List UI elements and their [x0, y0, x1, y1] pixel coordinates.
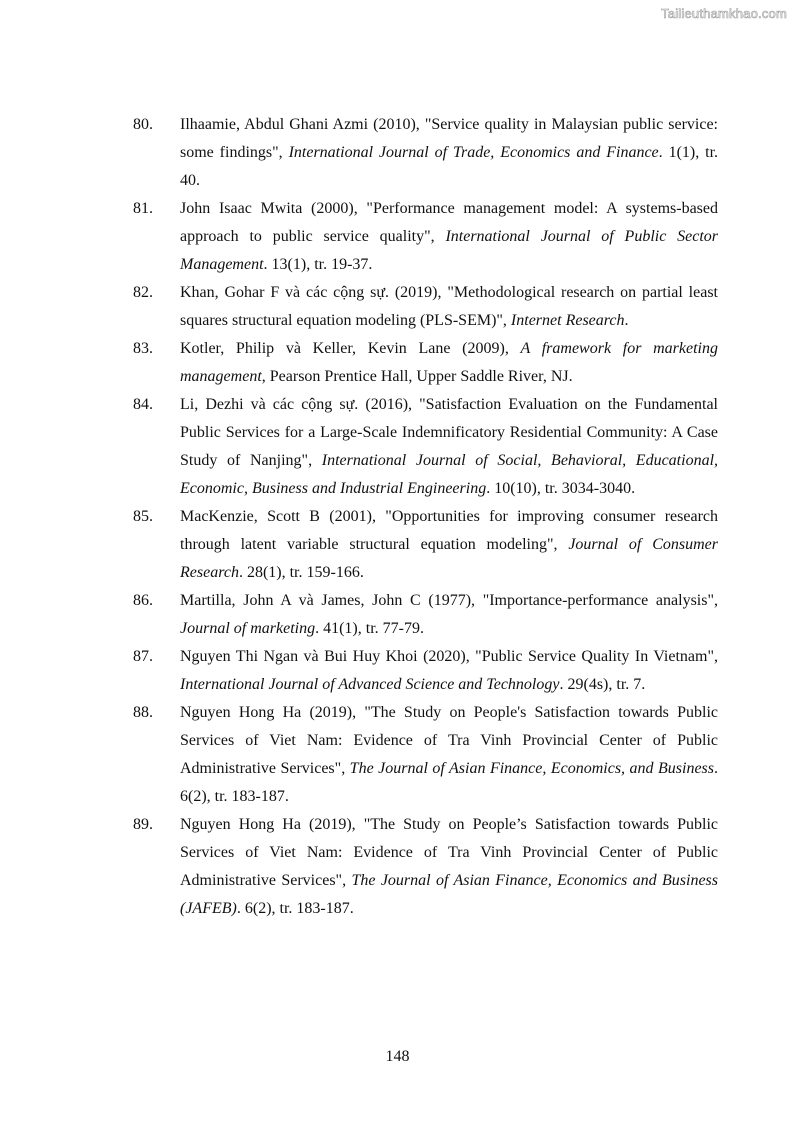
reference-source-title: International Journal of Social, Behavioral, Educational, Economic, Business and Industrial Engineering	[180, 452, 719, 497]
reference-text	[180, 503, 718, 587]
reference-source-title: Internet Research	[510, 312, 625, 329]
reference-part: . 1(1), tr. 40.	[180, 144, 719, 189]
reference-part: Ilhaamie, Abdul Ghani Azmi (2010), "Service quality in Malaysian public service: some findings",	[180, 116, 718, 161]
reference-number: 83.	[133, 340, 153, 357]
reference-item	[133, 587, 718, 643]
reference-text	[180, 643, 718, 699]
reference-number: 82.	[133, 284, 153, 301]
reference-text	[180, 391, 718, 503]
reference-number: 87.	[133, 648, 153, 665]
reference-part: Li, Dezhi và các cộng sự. (2016), "Satisfaction Evaluation on the Fundamental Public Services for a Large-Scale Indemnificatory Residential Community: A Case Study of Nanjing",	[180, 396, 718, 469]
reference-source-title: International Journal of Advanced Science and Technology	[180, 676, 560, 693]
reference-text	[180, 195, 718, 279]
reference-number: 80.	[133, 116, 153, 133]
reference-number: 88.	[133, 704, 153, 721]
reference-text	[180, 811, 718, 923]
reference-part: . 6(2), tr. 183-187.	[180, 760, 719, 805]
reference-source-title: International Journal of Public Sector Management	[180, 228, 719, 273]
reference-part: , Pearson Prentice Hall, Upper Saddle River, NJ.	[261, 368, 573, 385]
reference-text	[180, 335, 718, 391]
reference-source-title: Journal of Consumer Research	[180, 536, 718, 581]
reference-number: 85.	[133, 508, 153, 525]
reference-source-title: Journal of marketing	[180, 620, 316, 637]
reference-source-title: International Journal of Trade, Economics and Finance	[288, 144, 659, 161]
reference-part: . 41(1), tr. 77-79.	[315, 620, 424, 637]
reference-text	[180, 587, 718, 643]
page-number: 148	[385, 1048, 410, 1065]
reference-part: . 10(10), tr. 3034-3040.	[486, 480, 636, 497]
reference-item	[133, 503, 718, 587]
reference-part: Nguyen Hong Ha (2019), "The Study on People's Satisfaction towards Public Services of Viet Nam: Evidence of Tra Vinh Provincial Center of Public Administrative Services",	[180, 704, 718, 777]
reference-part: .	[624, 312, 629, 329]
reference-part: Nguyen Thi Ngan và Bui Huy Khoi (2020), "Public Service Quality In Vietnam",	[180, 648, 718, 665]
reference-item	[133, 111, 718, 195]
reference-source-title: The Journal of Asian Finance, Economics and Business (JAFEB)	[180, 872, 719, 917]
reference-part: . 6(2), tr. 183-187.	[236, 900, 354, 917]
reference-text	[180, 279, 718, 335]
reference-part: MacKenzie, Scott B (2001), "Opportunities for improving consumer research through latent variable structural equation modeling",	[180, 508, 718, 553]
reference-part: . 29(4s), tr. 7.	[559, 676, 646, 693]
reference-text	[180, 699, 718, 811]
reference-source-title: The Journal of Asian Finance, Economics, and Business	[349, 760, 715, 777]
watermark-text: Tailieuthamkhao.com	[661, 6, 787, 21]
reference-item	[133, 279, 718, 335]
reference-list	[133, 111, 718, 923]
reference-part: Khan, Gohar F và các cộng sự. (2019), "Methodological research on partial least squares structural equation modeling (PLS-SEM)",	[180, 284, 718, 329]
reference-number: 86.	[133, 592, 153, 609]
reference-part: Nguyen Hong Ha (2019), "The Study on People’s Satisfaction towards Public Services of Viet Nam: Evidence of Tra Vinh Provincial Center of Public Administrative Services",	[180, 816, 718, 889]
reference-item	[133, 335, 718, 391]
reference-number: 84.	[133, 396, 153, 413]
reference-source-title: A framework for marketing management	[180, 340, 719, 385]
reference-number: 89.	[133, 816, 153, 833]
reference-item	[133, 643, 718, 699]
reference-part: John Isaac Mwita (2000), "Performance management model: A systems-based approach to public service quality",	[180, 200, 718, 245]
reference-part: Kotler, Philip và Keller, Kevin Lane (2009),	[180, 340, 521, 357]
reference-part: . 28(1), tr. 159-166.	[238, 564, 364, 581]
reference-item	[133, 699, 718, 811]
reference-part: Martilla, John A và James, John C (1977), "Importance-performance analysis",	[180, 592, 718, 609]
reference-item	[133, 195, 718, 279]
reference-number: 81.	[133, 200, 153, 217]
reference-item	[133, 391, 718, 503]
reference-text	[180, 111, 718, 195]
reference-item	[133, 811, 718, 923]
reference-part: . 13(1), tr. 19-37.	[263, 256, 373, 273]
